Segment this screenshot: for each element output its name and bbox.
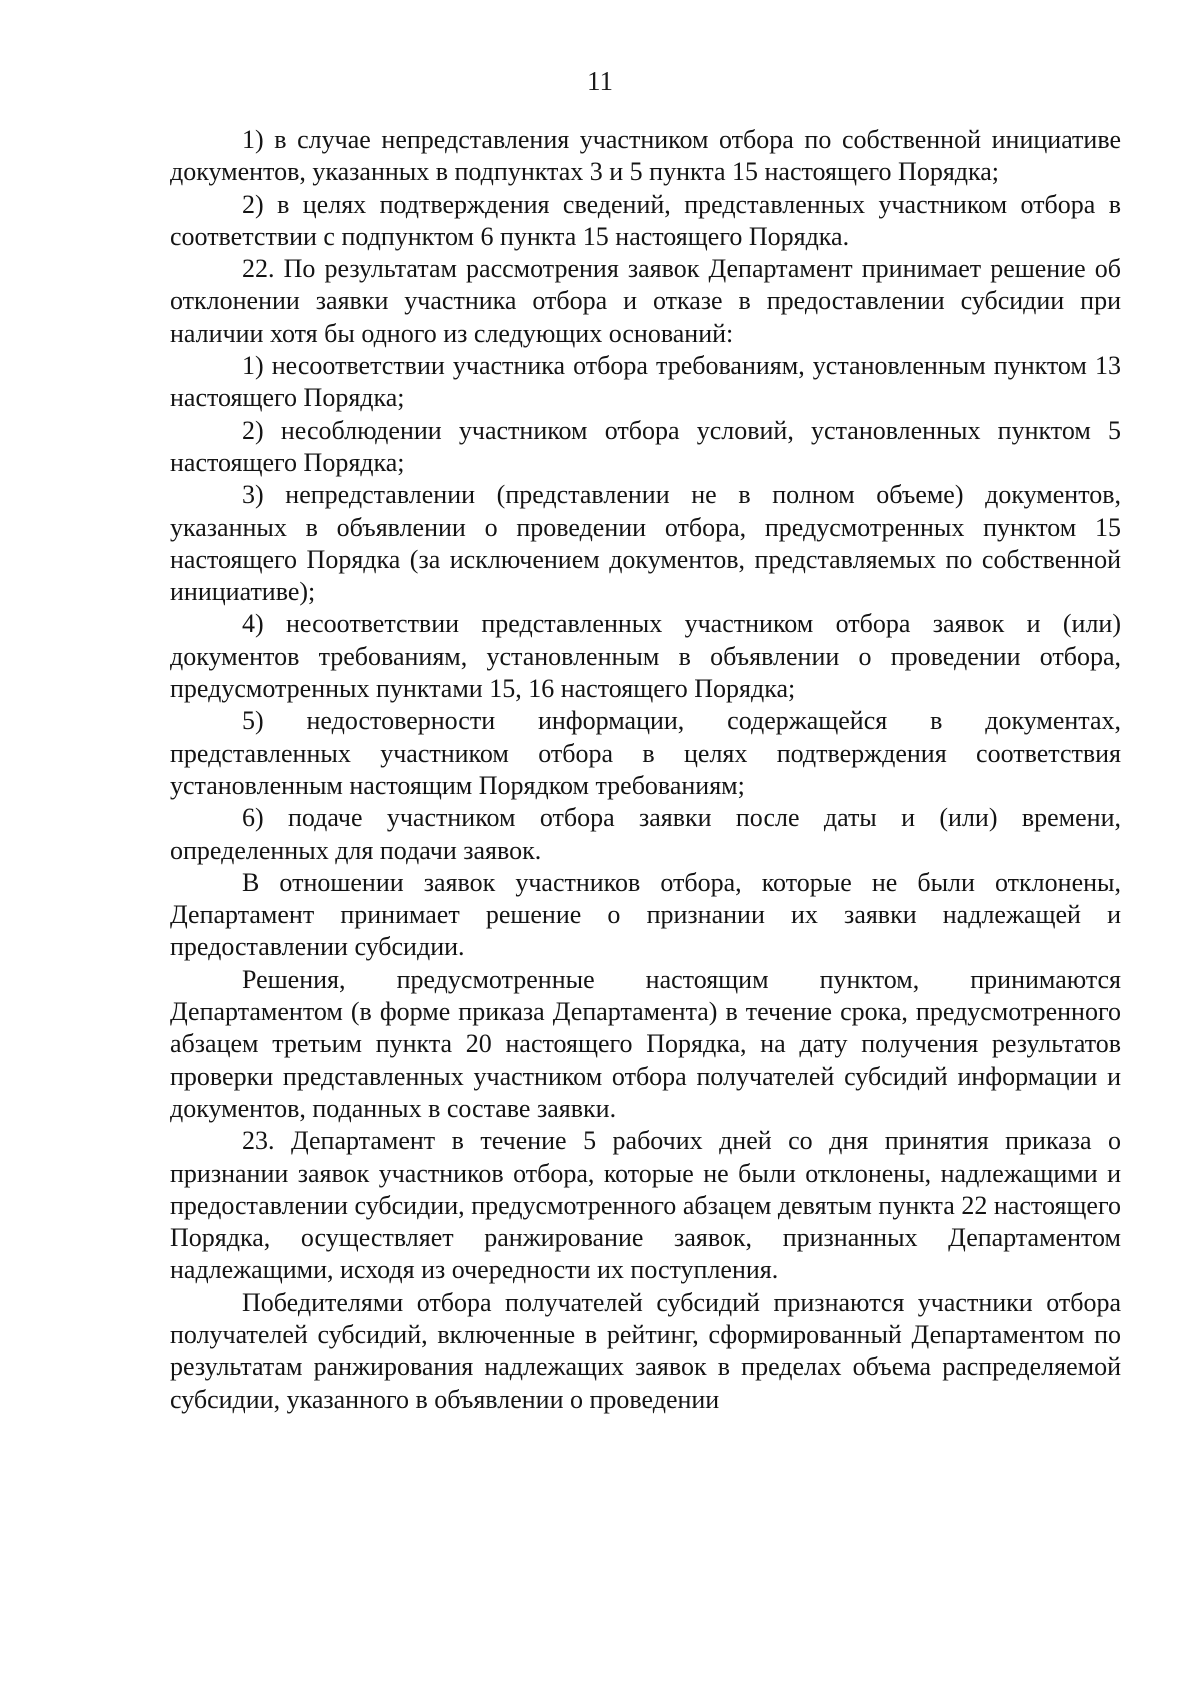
paragraph-reason-3: 3) непредставлении (представлении не в полном объеме) документов, указанных в объявлении о проведении отбора, предусмотренных пунктом 15 настоящего Порядка (за исключением документов, представляемых по собственной инициативе);: [170, 480, 1121, 607]
paragraph-clause-22: 22. По результатам рассмотрения заявок Департамент принимает решение об отклонении заявки участника отбора и отказе в предоставлении субсидии при наличии хотя бы одного из следующих оснований:: [170, 254, 1121, 348]
paragraph-2: 2) в целях подтверждения сведений, представленных участником отбора в соответствии с подпунктом 6 пункта 15 настоящего Порядка.: [170, 189, 1121, 251]
paragraph-clause-23: 23. Департамент в течение 5 рабочих дней со дня принятия приказа о признании заявок участников отбора, которые не были отклонены, надлежащими и предоставлении субсидии, предусмотренного абзацем девятым пункта 22 настоящего Порядка, осуществляет ранжирование заявок, признанных Департаментом надлежащими, исходя из очередности их поступления.: [170, 1126, 1121, 1285]
paragraph-1: 1) в случае непредставления участником отбора по собственной инициативе документов, указанных в подпунктах 3 и 5 пункта 15 настоящего Порядка;: [170, 125, 1121, 187]
paragraph-reason-1: 1) несоответствии участника отбора требованиям, установленным пунктом 13 настоящего Порядка;: [170, 351, 1121, 413]
paragraph-reason-5: 5) недостоверности информации, содержащейся в документах, представленных участником отбора в целях подтверждения соответствия установленным настоящим Порядком требованиям;: [170, 706, 1121, 800]
paragraph-reason-4: 4) несоответствии представленных участником отбора заявок и (или) документов требованиям, установленным в объявлении о проведении отбора, предусмотренных пунктами 15, 16 настоящего Порядка;: [170, 609, 1121, 704]
page-number: 11: [587, 66, 613, 96]
paragraph-reason-6: 6) подаче участником отбора заявки после даты и (или) времени, определенных для подачи заявок.: [170, 803, 1121, 865]
paragraph-decisions: Решения, предусмотренные настоящим пунктом, принимаются Департаментом (в форме приказа Департамента) в течение срока, предусмотренного абзацем третьим пункта 20 настоящего Порядка, на дату получения результатов проверки представленных участником отбора получателей субсидий информации и документов, поданных в составе заявки.: [170, 964, 1121, 1123]
document-body: [170, 124, 1121, 1416]
paragraph-accepted-applications: В отношении заявок участников отбора, которые не были отклонены, Департамент принимает решение о признании их заявки надлежащей и предоставлении субсидии.: [170, 867, 1121, 962]
paragraph-reason-2: 2) несоблюдении участником отбора условий, установленных пунктом 5 настоящего Порядка;: [170, 415, 1121, 477]
paragraph-winners: Победителями отбора получателей субсидий признаются участники отбора получателей субсидий, включенные в рейтинг, сформированный Департаментом по результатам ранжирования надлежащих заявок в пределах объема распределяемой субсидии, указанного в объявлении о проведении: [170, 1287, 1121, 1414]
